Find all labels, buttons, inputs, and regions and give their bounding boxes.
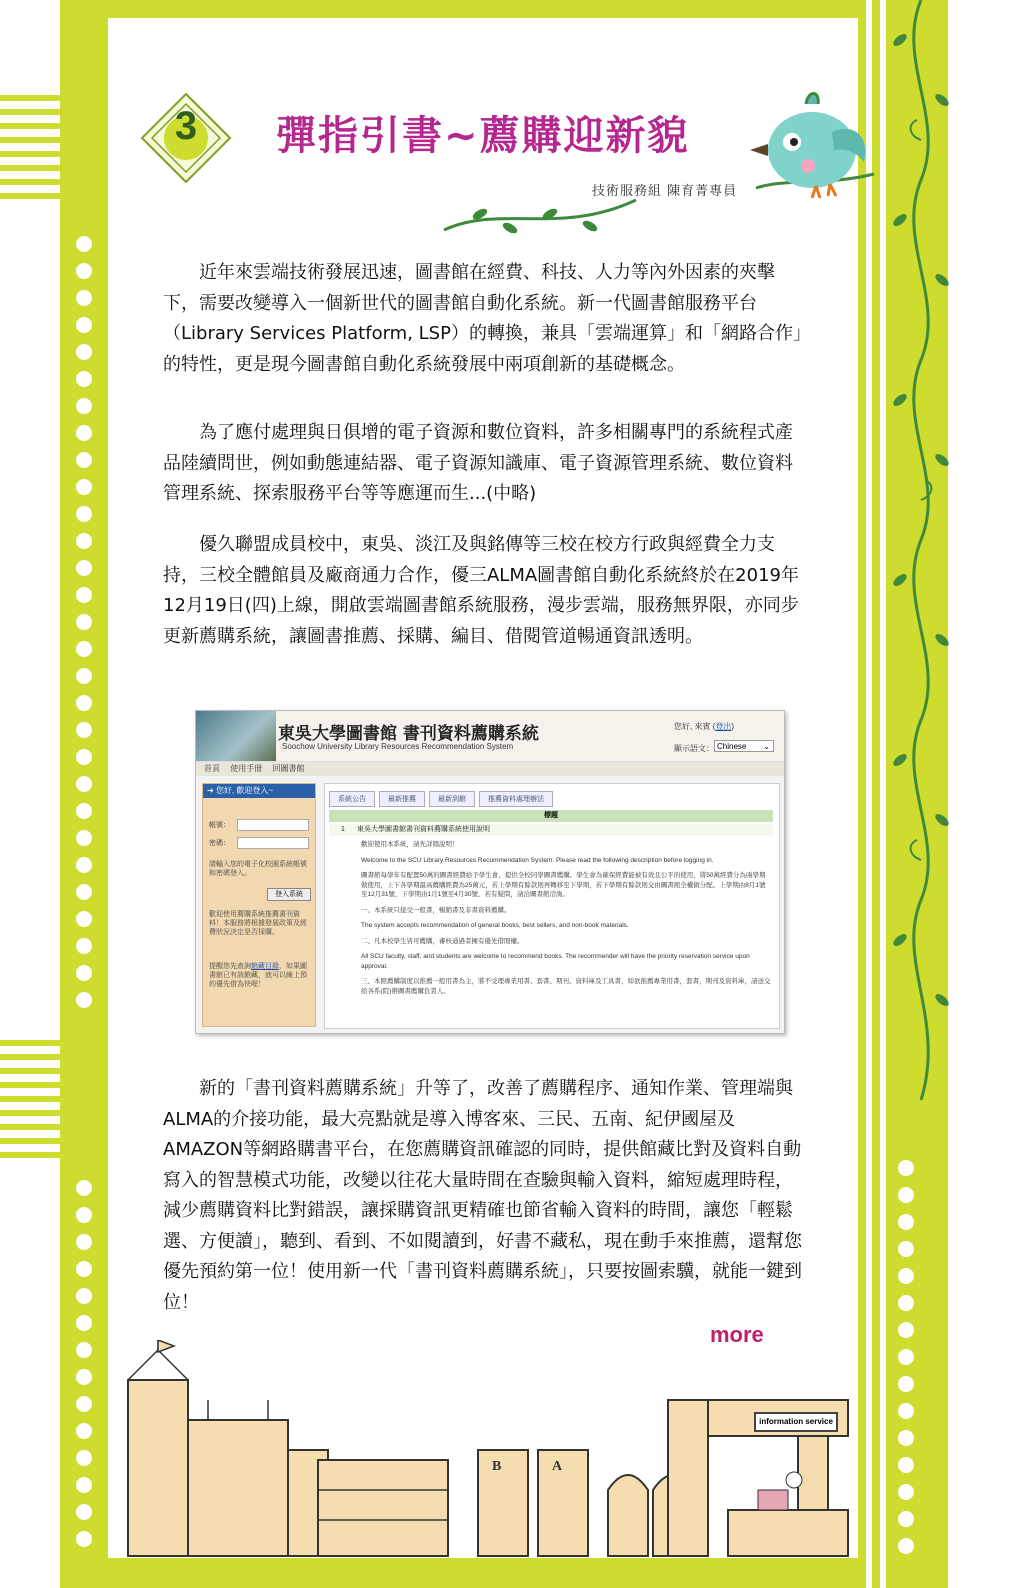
paragraph-4: 新的「書刊資料薦購系統」升等了，改善了薦購程序、通知作業、管理端與ALMA的介接功能，最大亮點就是導入博客來、三民、五南、紀伊國屋及AMAZON等網路購書平台，在您薦購資訊確認的同時，提供館藏比對及資料自動寫入的智慧模式功能，改變以往花大量時間在查驗與輸入資料，縮短處理時程，減少薦購資料比對錯誤，讓採購資訊更精確也節省輸入資料的時間，讓您「輕鬆選、方便讀」，聽到、看到、不如閱讀到，好書不藏私，現在動手來推薦，還幫您優先預約第一位！使用新一代「書刊資料薦購系統」，只要按圖索驥，就能一鍵到位！: [163, 1078, 802, 1313]
system-screenshot: [195, 710, 785, 1034]
tab-latest-recommend[interactable]: 最新推薦: [379, 791, 425, 807]
screenshot-tabs: [329, 788, 557, 807]
paragraph-1: 近年來雲端技術發展迅速，圖書館在經費、科技、人力等內外因素的夾擊下，需要改變導入一個新世代的圖書館自動化系統。新一代圖書館服務平台（Library Services Platform, LSP）的轉換，兼具「雲端運算」和「網路合作」的特性，更是現今圖書館自動化系統發展中兩項創新的基礎概念。: [163, 262, 802, 375]
information-service-sign: information service: [754, 1412, 838, 1432]
author-line: 技術服務組 陳育菁專員: [592, 184, 738, 199]
nav-home[interactable]: 首頁: [204, 764, 220, 773]
paragraph-2: 為了應付處理與日俱增的電子資源和數位資料，許多相關專門的系統程式產品陸續問世，例如動態連結器、電子資源知識庫、電子資源管理系統、數位資料管理系統、探索服務平台等等應運而生...(中略): [163, 422, 793, 504]
library-photo: [196, 711, 276, 761]
frame-bottom: [60, 1558, 880, 1588]
screenshot-title-en: Soochow University Library Resources Recommendation System: [282, 742, 514, 751]
table-row[interactable]: 1 東吳大學圖書館書刊資料薦購系統使用說明: [329, 824, 773, 836]
vine-decoration: [886, 0, 956, 1110]
language-select[interactable]: Chinese ⌄: [714, 740, 774, 752]
tab-announcement[interactable]: 系統公告: [329, 791, 375, 807]
arrow-icon: ➜: [207, 786, 216, 795]
dot-column-right: [896, 1160, 916, 1565]
login-button[interactable]: 登入系統: [267, 888, 311, 901]
stripe-band-top: [0, 95, 60, 200]
frame-top: [60, 0, 880, 18]
nav-manual[interactable]: 使用手冊: [230, 764, 263, 773]
screenshot-header: [196, 711, 784, 762]
svg-text:A: A: [552, 1459, 563, 1474]
chevron-down-icon: ⌄: [763, 742, 770, 751]
page-title: 彈指引書~薦購迎新貌: [276, 113, 690, 159]
logout-link[interactable]: 登出: [715, 722, 732, 731]
bird-illustration: [746, 82, 876, 212]
tab-rules[interactable]: 推薦資料處理辦法: [479, 791, 553, 807]
table-header: 標題: [329, 810, 773, 822]
more-link[interactable]: more: [710, 1322, 764, 1347]
password-label: 密碼：: [209, 840, 230, 847]
user-greeting: 您好, 來賓 (登出): [674, 722, 735, 731]
tab-latest-arrival[interactable]: 最新到館: [429, 791, 475, 807]
language-label: 顯示語文：: [674, 744, 714, 753]
section-number: 3: [174, 104, 198, 148]
catalog-link[interactable]: 館藏目錄: [251, 963, 279, 970]
screenshot-title-cn: 東吳大學圖書館 書刊資料薦購系統: [278, 724, 539, 744]
side-note-2: 提醒您先查詢館藏目錄，如果圖書館已有該館藏，就可以線上預約優先借為快喔！: [209, 963, 307, 988]
nav-back-library[interactable]: 回圖書館: [272, 764, 305, 773]
announcement-panel: [324, 783, 780, 1029]
svg-text:B: B: [492, 1459, 502, 1474]
vine-under-author: [440, 190, 640, 240]
announcement-body: 歡迎使用本系統，請先詳閱說明！ Welcome to the SCU Library Resources Recommendation System. Please read the following description before logging in. 圖書館每學年有配置50萬的圖書經費給予學生會，提供全校同學圖書薦購。學生會為確保經費能被有效且公平的使用，將50萬經費分為兩學期做使用，上下各學期最高薦購經費為25萬元，若上學期有餘款則再轉移至下學期，若下學期有餘款則交由圖書館全權做分配。上學期由8月1號至12月31號，下學期由1月1號至4月30號，若有疑問，請洽圖書館洽詢。 一、本系統只接受一般書，暢銷書及非書資料薦購。 The system accepts recommendation of general books, best sellers, and non-book materials. 二、凡本校學生皆可薦購，審核通過者擁有優先借閱權。 All SCU faculty, staff, and students are welcome to recommend books. The recommender will have the priority reservation service upon approval. 三、本館薦購制度以推薦一般用書為主，將不受理專業用書、套書、期刊、資料庫及工具書，如欲推薦專業用書，套書，期刊及資料庫，請送交給各系(院)辦圖書薦購負責人。: [361, 841, 771, 995]
account-label: 帳號：: [209, 822, 230, 829]
password-input[interactable]: [237, 837, 309, 849]
screenshot-nav: [196, 762, 784, 776]
paragraph-3: 優久聯盟成員校中，東吳、淡江及與銘傳等三校在校方行政與經費全力支持，三校全體館員及廠商通力合作，優三ALMA圖書館自動化系統終於在2019年12月19日(四)上線，開啟雲端圖書館系統服務，漫步雲端，服務無界限，亦同步更新薦購系統，讓圖書推薦、採購、編目、借閱管道暢通資訊透明。: [163, 534, 799, 647]
account-input[interactable]: [237, 819, 309, 831]
dot-column-left-lower: [74, 1180, 94, 1558]
library-scene-illustration: [108, 1340, 858, 1558]
frame-right-stripe: [866, 0, 872, 1588]
login-sidebar: [202, 783, 316, 1027]
side-note-1: 歡迎使用薦購系統推薦書刊資料！本服務將根據發展政策及經費狀況決定是否採購。: [209, 911, 307, 936]
login-sidebar-header: ➜ 您好, 歡迎登入~: [203, 784, 315, 798]
stripe-band-bottom: [0, 1040, 60, 1160]
login-hint: 請輸入您的電子化校園系統帳號和密碼登入。: [209, 861, 307, 877]
dot-column-left: [74, 236, 94, 1019]
